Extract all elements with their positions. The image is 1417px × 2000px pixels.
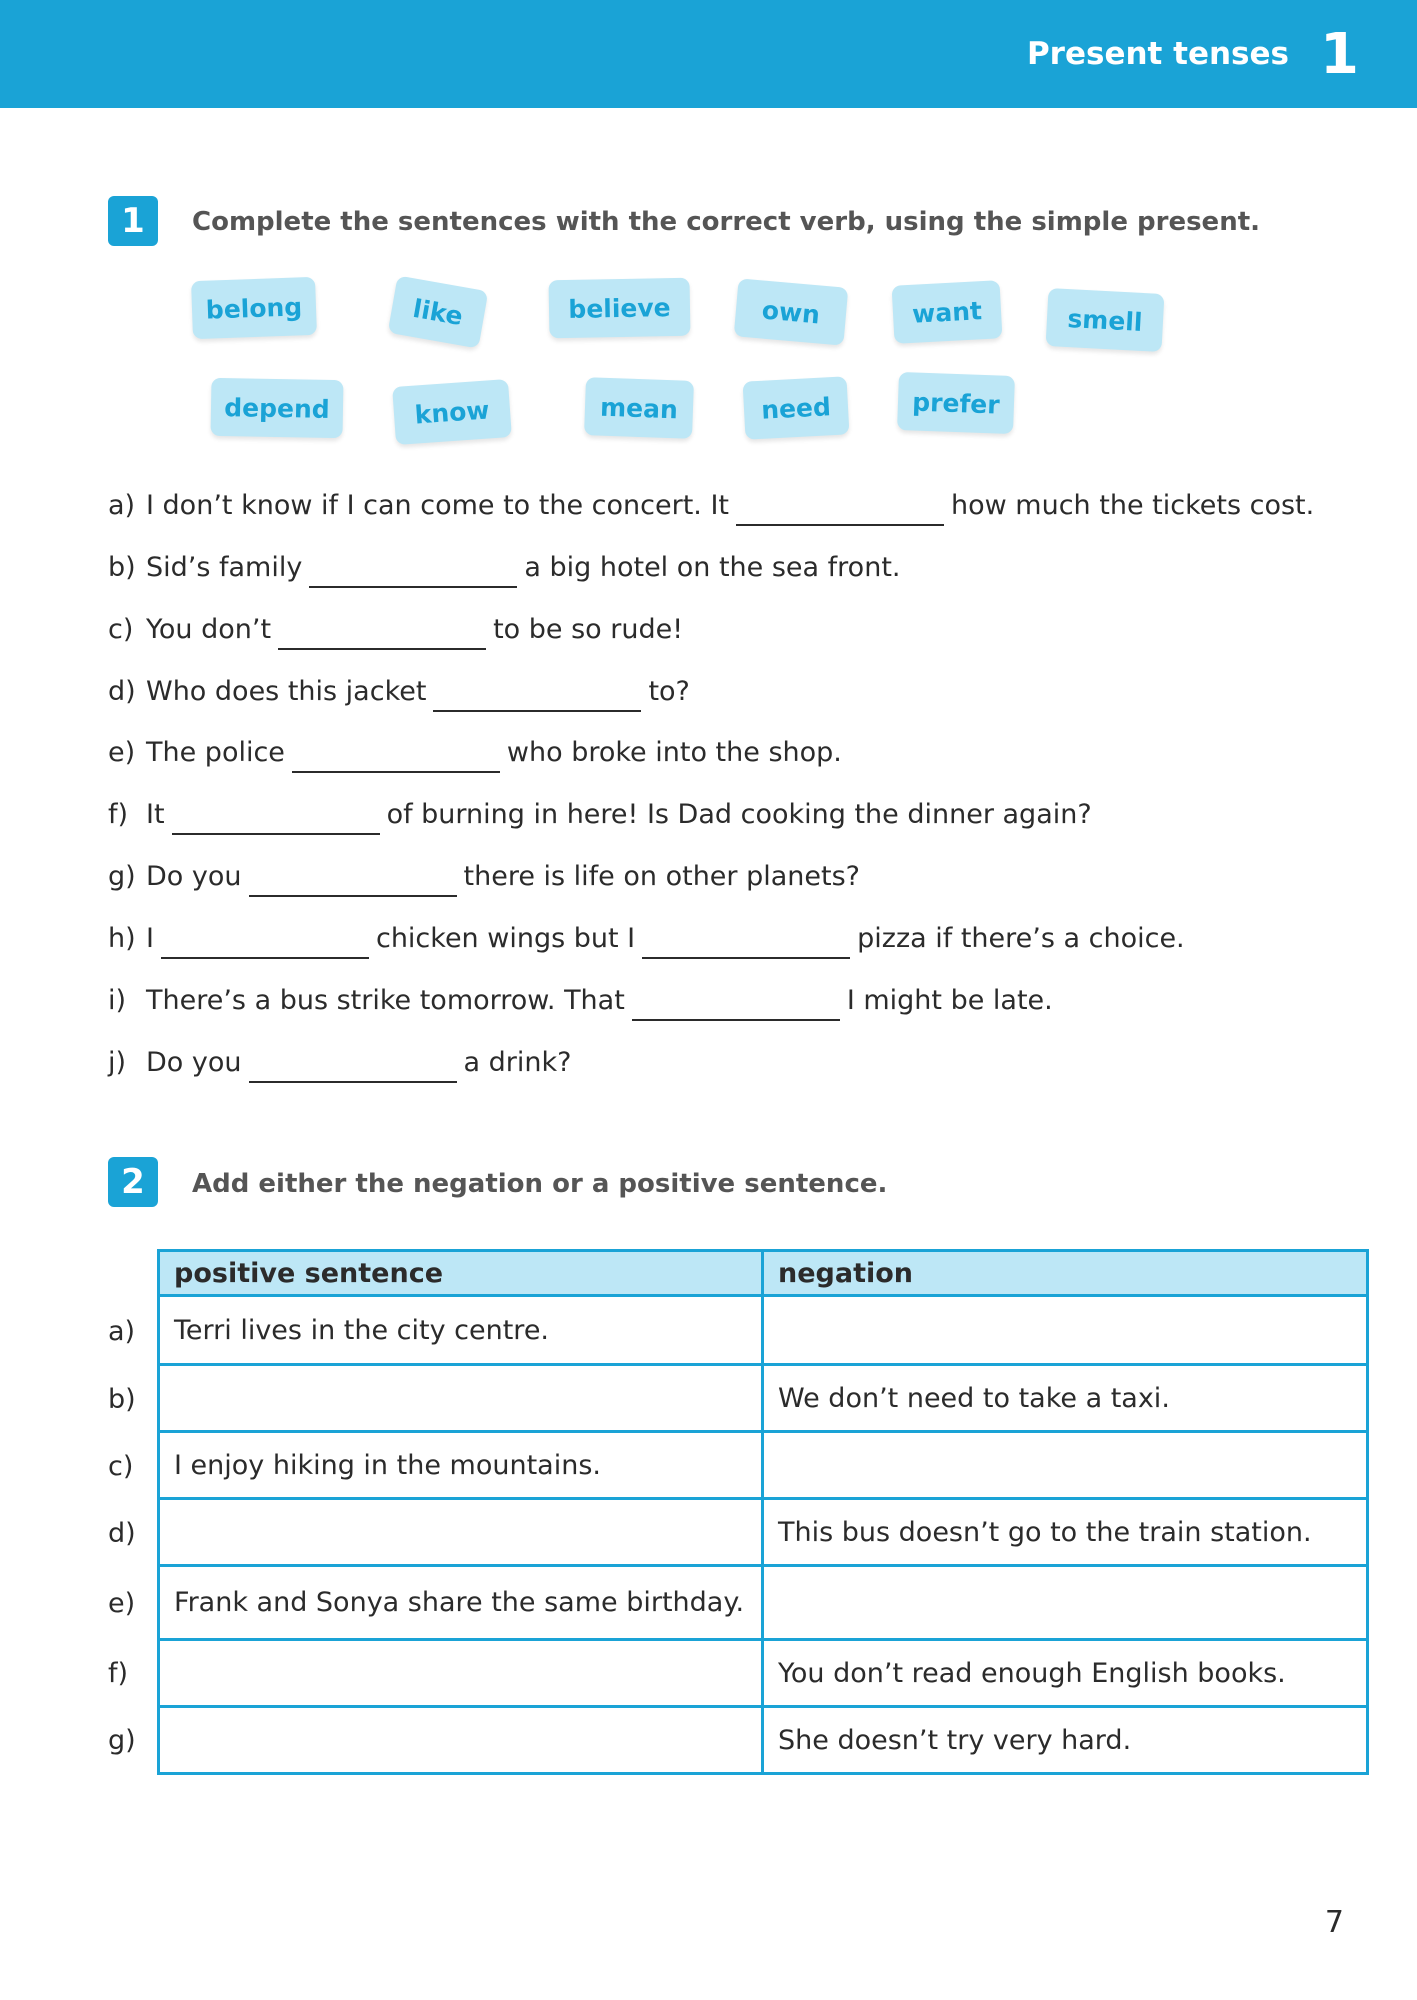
row-label-f: f) [108, 1658, 129, 1689]
table-row [159, 1707, 1368, 1774]
chapter-title: Present tenses [1026, 36, 1289, 72]
word-chip-believe: believe [549, 278, 691, 338]
sentence-b: b) Sid’s family a big hotel on the sea front. [108, 548, 901, 588]
answer-blank[interactable] [278, 620, 486, 650]
negation-cell[interactable]: She doesn’t try very hard. [763, 1707, 1368, 1774]
answer-blank[interactable] [736, 496, 944, 526]
table-row [159, 1640, 1368, 1707]
negation-cell[interactable] [763, 1296, 1368, 1365]
positive-cell[interactable]: Frank and Sonya share the same birthday. [159, 1566, 763, 1640]
answer-blank[interactable] [309, 558, 517, 588]
answer-blank[interactable] [433, 682, 641, 712]
positive-cell[interactable] [159, 1640, 763, 1707]
answer-blank[interactable] [632, 991, 840, 1021]
word-chip-prefer: prefer [897, 372, 1015, 434]
sentence-e: e) The police who broke into the shop. [108, 733, 842, 773]
exercise-1-instruction: Complete the sentences with the correct verb, using the simple present. [192, 207, 1261, 237]
sentence-h: h) I chicken wings but I pizza if there’s a choice. [108, 919, 1185, 959]
word-chip-know: know [392, 379, 512, 445]
answer-blank[interactable] [161, 929, 369, 959]
answer-blank[interactable] [642, 929, 850, 959]
answer-blank[interactable] [249, 1053, 457, 1083]
row-label-d: d) [108, 1518, 136, 1549]
positive-cell[interactable]: I enjoy hiking in the mountains. [159, 1432, 763, 1499]
negation-cell[interactable] [763, 1432, 1368, 1499]
sentence-a: a) I don’t know if I can come to the concert. It how much the tickets cost. [108, 486, 1314, 526]
word-chip-want: want [892, 280, 1003, 344]
negation-cell[interactable] [763, 1566, 1368, 1640]
row-label-c: c) [108, 1451, 134, 1482]
unit-number: 1 [1320, 22, 1359, 87]
column-header-negation: negation [763, 1251, 1368, 1296]
word-chip-smell: smell [1046, 288, 1165, 352]
positive-cell[interactable] [159, 1499, 763, 1566]
positive-cell[interactable]: Terri lives in the city centre. [159, 1296, 763, 1365]
table-row [159, 1432, 1368, 1499]
word-chip-depend: depend [211, 378, 344, 438]
word-chip-own: own [734, 278, 849, 345]
sentence-d: d) Who does this jacket to? [108, 672, 690, 712]
positive-cell[interactable] [159, 1707, 763, 1774]
column-header-positive: positive sentence [159, 1251, 763, 1296]
positive-cell[interactable] [159, 1365, 763, 1432]
negation-table [157, 1249, 1369, 1775]
sentence-i: i) There’s a bus strike tomorrow. That I might be late. [108, 981, 1053, 1021]
word-chip-mean: mean [584, 377, 694, 439]
answer-blank[interactable] [172, 805, 380, 835]
row-label-b: b) [108, 1384, 136, 1415]
sentence-f: f) It of burning in here! Is Dad cooking the dinner again? [108, 795, 1092, 835]
word-chip-need: need [743, 376, 850, 439]
page-number: 7 [1324, 1905, 1344, 1940]
table-row [159, 1566, 1368, 1640]
negation-cell[interactable]: We don’t need to take a taxi. [763, 1365, 1368, 1432]
answer-blank[interactable] [249, 867, 457, 897]
table-header-row [159, 1251, 1368, 1296]
negation-cell[interactable]: You don’t read enough English books. [763, 1640, 1368, 1707]
negation-cell[interactable]: This bus doesn’t go to the train station. [763, 1499, 1368, 1566]
row-label-a: a) [108, 1316, 136, 1347]
sentence-c: c) You don’t to be so rude! [108, 610, 683, 650]
exercise-2-instruction: Add either the negation or a positive sentence. [192, 1169, 888, 1199]
table-row [159, 1296, 1368, 1365]
exercise-1-badge: 1 [108, 196, 158, 246]
row-label-g: g) [108, 1725, 136, 1756]
page-header [0, 0, 1417, 108]
row-label-e: e) [108, 1588, 136, 1619]
table-row [159, 1499, 1368, 1566]
exercise-2-badge: 2 [108, 1157, 158, 1207]
table-row [159, 1365, 1368, 1432]
word-chip-belong: belong [191, 277, 317, 339]
sentence-j: j) Do you a drink? [108, 1043, 571, 1083]
word-chip-like: like [388, 275, 489, 348]
sentence-g: g) Do you there is life on other planets? [108, 857, 860, 897]
answer-blank[interactable] [292, 743, 500, 773]
